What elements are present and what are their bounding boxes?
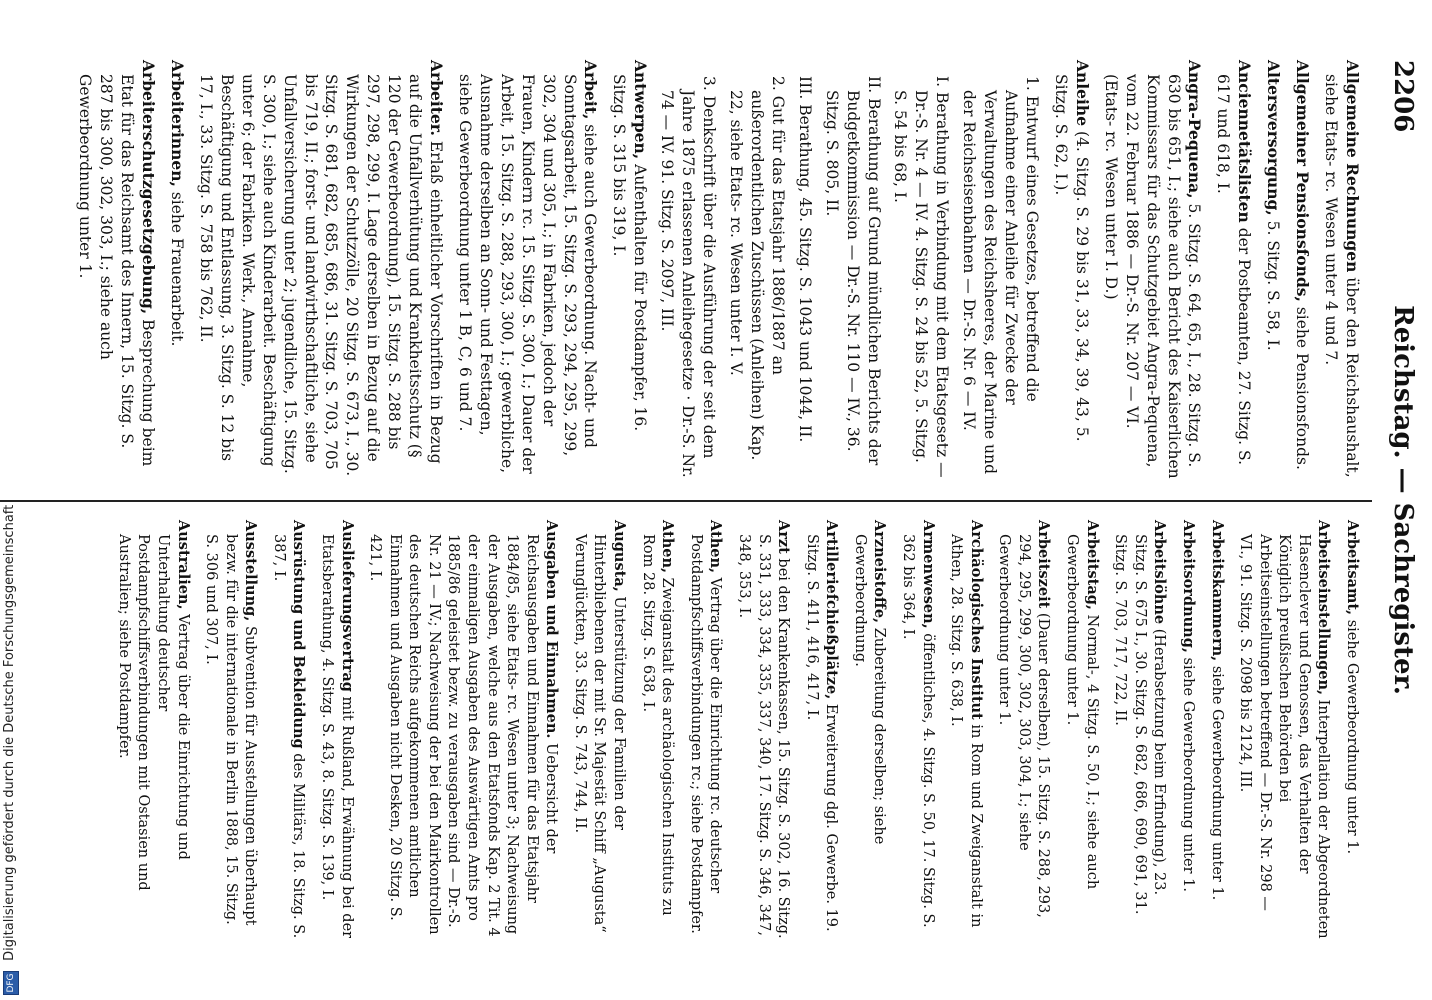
index-text: (Dauer derselben), 15. Sitzg. S. 288, 293, 294, 295, 299, 300, 302, 303, 304, I.; siehe Gewerbeordnung unter 1.	[996, 534, 1052, 918]
index-subentry: 3. Denkschrift über die Ausführung der seit dem Jahre 1875 erlassenen Anleihegesetze · Dr.-S. Nr. 74 — IV. 91. Sitzg. S. 2097, III.	[658, 76, 719, 478]
index-entry	[1061, 520, 1101, 940]
index-term: Australien,	[174, 520, 192, 610]
index-term: Ausstellung,	[242, 520, 260, 622]
index-term: Allgemeine Rechnungen	[1343, 60, 1362, 273]
index-text: (Herabsetzung beim Erfindung), 23. Sitzg. S. 675 I., 30. Sitzg. S. 682, 686, 690, 691, 31. Sitzg. S. 703, 717, 722, II.	[1112, 534, 1168, 915]
index-text: siehe Gewerbeordnung unter 1.	[1344, 615, 1360, 855]
index-text: (4. Sitzg. S. 29 bis 31, 33, 34, 39, 43, 5. Sitzg. S. 62, I.).	[1051, 74, 1091, 442]
index-term: Arbeiterinnen,	[167, 60, 187, 187]
index-term: Augusta,	[611, 520, 629, 592]
index-subentry: II. Berathung auf Grund mündlichen Berichts der Budgetkommission — Dr.-S. Nr. 110 — IV., 36. Sitzg. S. 805, II.	[822, 76, 883, 466]
index-term: Archäologisches Institut	[967, 520, 985, 720]
page-number: 2206	[1388, 60, 1418, 133]
index-term: Allgemeiner Pensionsfonds,	[1293, 60, 1313, 302]
index-term: Auslieferungsvertrag	[338, 520, 356, 692]
index-text: Erweiterung dgl. Gewerbe. 19. Sitzg. S. 411, 416, 417, I.	[803, 534, 840, 932]
index-entry	[1235, 520, 1334, 940]
index-entry	[1320, 60, 1362, 480]
index-subentry: I. Berathung in Verbindung mit dem Etatsgesetz — Dr.-S. Nr. 4 — IV. 4. Sitzg. S. 24 bis 52, 5. Sitzg. S. 54 bis 68, I.	[891, 76, 952, 478]
index-entry	[113, 520, 192, 940]
column-divider	[0, 500, 1372, 502]
index-text: Zubereitung derselben; siehe Gewerbeordnung.	[851, 534, 888, 845]
index-entry	[569, 520, 629, 940]
index-term: Athen,	[707, 520, 725, 574]
index-entry	[1212, 60, 1254, 480]
index-entry	[1050, 60, 1092, 480]
index-text: der Postbeamten, 27. Sitzg. S. 617 und 618, I.	[1214, 74, 1254, 466]
index-entry	[946, 520, 986, 940]
index-term: Ausgaben und Einnahmen.	[543, 520, 561, 739]
index-text: bei den Krankenkassen, 15. Sitzg. S. 302, 16. Sitzg. S. 331, 333, 334, 335, 337, 340, 17. Sitzg. S. 346, 347, 348, 353, I.	[735, 534, 792, 939]
index-entry	[801, 520, 841, 940]
index-entry	[849, 520, 889, 940]
index-text: Besprechung beim Etat für das Reichsamt des Innern, 15. Sitzg. S. 287 bis 300, 302, 303, I.; siehe auch Gewerbeordnung unter 1.	[76, 74, 158, 467]
index-term: Arbeitslöhne	[1151, 520, 1169, 625]
footer-text: Digitalisierung gefördert durch die Deutsche Forschungsgemeinschaft	[2, 504, 17, 961]
index-entry	[268, 520, 308, 940]
index-text: Unterstützung der Familien der Hinterbliebenen der mit Sr. Majestät Schiff „Augusta“ Verunglückten, 33. Sitzg. S. 743, 744, II.	[571, 534, 628, 933]
index-text: siehe Gewerbeordnung unter 1.	[1208, 661, 1225, 901]
index-entry	[994, 520, 1054, 940]
index-entry	[1177, 520, 1198, 940]
index-entry	[1262, 60, 1283, 480]
index-text: mit Rußland, Erwähnung bei der Etatsberathung, 4. Sitzg. S. 43, 8. Sitzg. S. 139, I.	[318, 534, 355, 939]
index-term: Arzt	[775, 520, 793, 554]
index-text: Subvention für Ausstellungen überhaupt bezw. für die internationale in Berlin 1888, 15. Sitzg. S. 306 und 307, I.	[203, 534, 259, 926]
index-text: in Rom und Zweiganstalt in Athen, 28. Sitzg. S. 638, I.	[948, 534, 984, 928]
index-entry	[733, 520, 793, 940]
index-term: Angra-Pequena,	[1185, 60, 1205, 199]
index-text: Uebersicht der Reichsausgaben und Einnahmen für das Etatsjahr 1884/85, siehe Etats- rc. Wesen unter 3; Nachweisung der Ausgaben, welche aus den Etatsfonds Kap. 2 Tit. 4 der einmaligen Ausgaben des Auswärtigen Amts pro 1885/86 geleistet bezw. zu verausgaben sind — Dr.-S. Nr. 21 — IV.; Nachweisung der bei den Mairkontrollen des deutschen Reichs aufgekommenen amtlichen Einnahmen und Ausgaben nicht Desken, 20 Sitzg. S. 421, I.	[367, 534, 560, 937]
index-text: siehe Pensionsfonds.	[1293, 301, 1312, 470]
index-term: Arbeit,	[581, 60, 601, 120]
index-entry	[637, 520, 677, 940]
index-text: Normal-, 4 Sitzg. S. 50, I.; siehe auch Gewerbeordnung unter 1.	[1064, 534, 1100, 890]
index-term: Arbeitseinstellungen,	[1315, 520, 1333, 696]
footer	[2, 0, 19, 995]
index-entry	[609, 60, 651, 480]
index-entry	[365, 520, 562, 940]
index-text: Interpellation der Abgeordneten Hasenclever und Genossen, das Verhalten der Königlich preußischen Behörden bei Arbeitseinstellungen betreffend — Dr.-S. Nr. 298 — VI., 91. Sitzg. S. 2098 bis 2124, III.	[1237, 534, 1332, 939]
index-text: Aufenthalten für Postdampfer, 16. Sitzg. S. 315 bis 319, I.	[610, 74, 650, 432]
index-entry	[685, 520, 725, 940]
page-title: Reichstag. — Sachregister.	[1388, 305, 1418, 695]
index-term: Anleihe	[1072, 60, 1092, 127]
left-column	[66, 60, 1362, 480]
index-term: Arbeitsordnung,	[1179, 520, 1197, 653]
index-term: Artilleriefchießplätze,	[823, 520, 841, 700]
index-term: Ausrüstung und Bekleidung	[290, 520, 308, 749]
index-subentry: III. Berathung, 45. Sitzg. S. 1043 und 1044, II.	[795, 76, 814, 443]
index-text: Zweiganstalt des archäologischen Instituts zu Rom 28. Sitzg. S. 638, I.	[639, 534, 676, 916]
index-term: Athen,	[659, 520, 677, 574]
index-entry	[1341, 520, 1362, 940]
index-term: Anciennetätslisten	[1235, 60, 1255, 223]
index-entry	[166, 60, 187, 480]
page-header	[1378, 60, 1418, 940]
index-term: Antwerpen,	[631, 60, 651, 160]
index-text: Vertrag über die Einrichtung und Unterhaltung deutscher Postdampfschiffsverbindungen mit Ostasien und Australien; siehe Postdampfer.	[115, 534, 191, 891]
index-entry	[74, 60, 158, 480]
index-text: siehe Gewerbeordnung unter 1.	[1179, 652, 1196, 892]
index-term: Arzneistoffe,	[871, 520, 889, 624]
index-text: siehe Frauenarbeit.	[167, 186, 186, 347]
index-term: Arbeiter.	[427, 60, 447, 136]
index-text: Erlaß einheitlicher Vorschriften in Bezug auf die Unfallverhütung und Krankheitsschutz (§ 120 der Gewerbeordnung), 15. Sitzg. S. 288 bis 297, 298, 299, I. Lage derselben in Bezug auf die Wirkungen der Schutzzölle, 20 Sitzg. S. 673, I., 30. Sitzg. S. 681, 682, 685, 686, 31. Sitzg. S. 703, 705 bis 719, II.; forst- und landwirthschaftliche, siehe Unfallversicherung unter 2; jugendliche, 15. Sitzg. S. 300, I.; siehe auch Kinderarbeit. Beschäftigung unter 6; der Fabriken. Werk., Annahme, Beschäftigung und Entlassung, 3. Sitzg. S. 12 bis 17, I., 33. Sitzg. S. 758 bis 762, II.	[196, 74, 446, 477]
index-text: über den Reichshaushalt, siehe Etats- rc. Wesen unter 4 und 7.	[1322, 74, 1361, 478]
index-entry	[1291, 60, 1312, 480]
right-column	[105, 520, 1362, 940]
index-entry	[1206, 520, 1227, 940]
index-entry	[316, 520, 356, 940]
index-text: Vertrag über die Einrichtung rc. deutscher Postdampfschiffsverbindungen rc.; siehe Postdampfer.	[687, 534, 724, 934]
index-term: Arbeitsamt,	[1344, 520, 1361, 616]
dfg-logo: DFG	[3, 971, 19, 995]
index-text: 5. Sitzg. S. 64, 65, I., 28. Sitzg. S. 630 bis 651, I.; siehe auch Bericht des Kaiserlichen Kommissars für das Schutzgebiet Angra-Pequena, vom 22. Februar 1886 — Dr.-S. Nr. 207 — VI. (Etats- rc. Wesen unter I. D.)	[1101, 74, 1204, 479]
index-text: des Militärs, 18. Sitzg. S. 387, I.	[270, 534, 307, 939]
index-subentry: 2. Gut für das Etatsjahr 1886/1887 an außerordentlichen Zuschüssen (Anleihen) Kap. 22, siehe Etats- rc. Wesen unter I. V.	[727, 76, 787, 461]
index-text: öffentliches, 4. Sitzg. S. 50, 17. Sitzg. S. 362 bis 364, I.	[900, 534, 936, 928]
index-text: 5. Sitzg. S. 58, I.	[1264, 215, 1283, 351]
index-term: Arbeitszeit	[1035, 520, 1053, 609]
index-entry	[195, 60, 446, 480]
index-entry	[1100, 60, 1205, 480]
index-text: siehe auch Gewerbeordnung. Nacht- und Sonntagsarbeit, 15. Sitzg. S. 293, 294, 295, 299, 302, 304 und 305, I.; in Fabriken, jedoch der Frauen, Kindern rc. 15. Sitzg. S. 300, I.; Dauer der Arbeit, 15. Sitzg. S. 288, 293, 300, I.; gewerbliche, Ausnahme derselben an Sonn- und Festtagen, siehe Gewerbeordnung unter 1 B, C, 6 und 7.	[455, 74, 600, 474]
index-term: Armenwesen,	[919, 520, 937, 629]
index-term: Altersversorgung,	[1264, 60, 1284, 216]
index-entry	[897, 520, 937, 940]
index-term: Arbeiterschutzgesetzgebung,	[139, 60, 159, 315]
index-term: Arbeitstag,	[1083, 520, 1101, 610]
index-entry	[454, 60, 600, 480]
index-term: Arbeitskammern,	[1208, 520, 1226, 662]
index-entry	[1110, 520, 1170, 940]
index-subentry: 1. Entwurf eines Gesetzes, betreffend die Aufnahme einer Anleihe für Zwecke der Verwaltungen des Reichsheeres, der Marine und der Reichseisenbahnen — Dr.-S. Nr. 6 — IV.	[960, 76, 1042, 475]
index-entry	[201, 520, 261, 940]
